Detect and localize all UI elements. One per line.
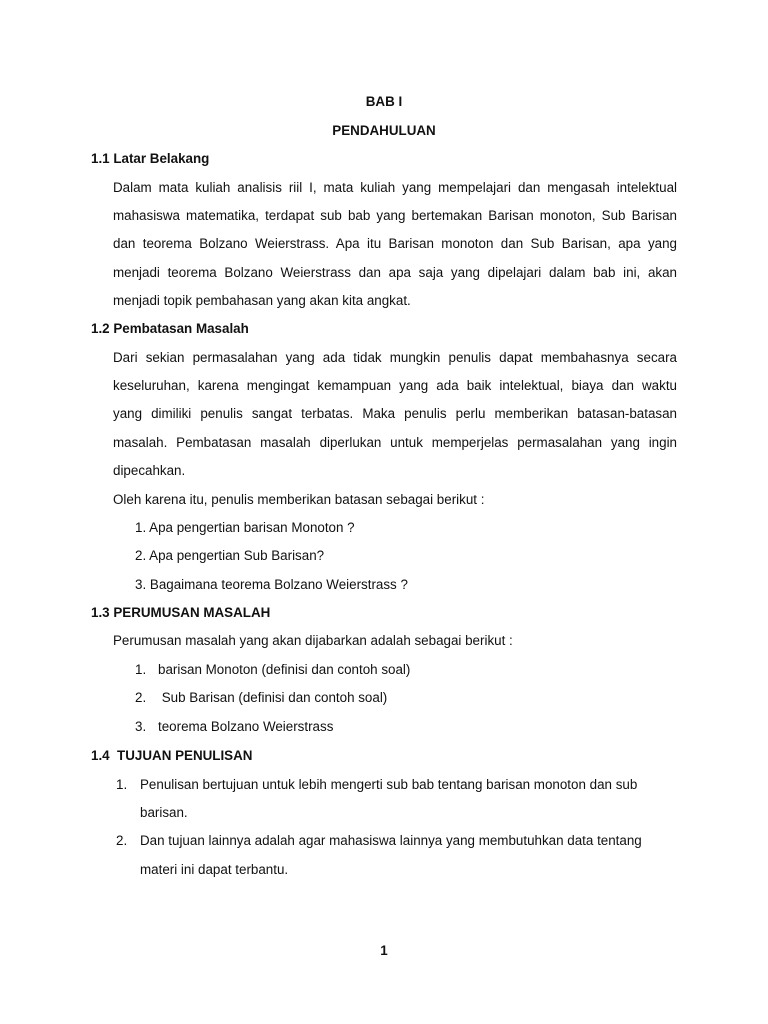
- chapter-number: BAB I: [365, 94, 403, 109]
- paragraph-line: masalah. Pembatasan masalah diperlukan untuk memperjelas permasalahan yang ingin: [113, 435, 677, 450]
- paragraph-line: menjadi topik pembahasan yang akan kita angkat.: [113, 293, 411, 308]
- paragraph-line: Dalam mata kuliah analisis riil I, mata kuliah yang mempelajari dan mengasah intelektual: [113, 180, 677, 195]
- list-item-text: Dan tujuan lainnya adalah agar mahasiswa lainnya yang membutuhkan data tentang: [140, 833, 642, 848]
- section-heading-pembatasan-masalah: 1.2 Pembatasan Masalah: [91, 321, 249, 336]
- section-heading-tujuan-penulisan: 1.4 TUJUAN PENULISAN: [91, 748, 253, 763]
- section-heading-perumusan-masalah: 1.3 PERUMUSAN MASALAH: [91, 605, 271, 620]
- list-item-number: 1.: [116, 777, 128, 792]
- paragraph-line: keseluruhan, karena mengingat kemampuan yang ada baik intelektual, biaya dan waktu: [113, 378, 677, 393]
- list-item-number: 1.: [135, 662, 147, 677]
- paragraph-line: dan teorema Bolzano Weierstrass. Apa itu Barisan monoton dan Sub Barisan, apa yang: [113, 236, 677, 251]
- list-item-text: barisan.: [140, 805, 188, 820]
- paragraph-line: Dari sekian permasalahan yang ada tidak mungkin penulis dapat membahasnya secara: [113, 350, 677, 365]
- chapter-title: PENDAHULUAN: [332, 123, 436, 138]
- list-item-text: Sub Barisan (definisi dan contoh soal): [158, 690, 388, 705]
- list-item: 3. Bagaimana teorema Bolzano Weierstrass ?: [135, 577, 408, 592]
- paragraph-intro: Perumusan masalah yang akan dijabarkan adalah sebagai berikut :: [113, 633, 513, 648]
- paragraph-line: mahasiswa matematika, terdapat sub bab yang bertemakan Barisan monoton, Sub Barisan: [113, 208, 677, 223]
- list-item-number: 3.: [135, 719, 147, 734]
- paragraph-line: dipecahkan.: [113, 463, 186, 478]
- list-item-number: 2.: [135, 690, 147, 705]
- page-number: 1: [380, 943, 388, 958]
- list-item-text: barisan Monoton (definisi dan contoh soal): [158, 662, 411, 677]
- list-item: 2. Apa pengertian Sub Barisan?: [135, 548, 325, 563]
- paragraph-intro: Oleh karena itu, penulis memberikan batasan sebagai berikut :: [113, 492, 485, 507]
- list-item: 1. Apa pengertian barisan Monoton ?: [135, 520, 355, 535]
- list-item-text: teorema Bolzano Weierstrass: [158, 719, 334, 734]
- paragraph-line: menjadi teorema Bolzano Weierstrass dan apa saja yang dipelajari dalam bab ini, akan: [113, 265, 677, 280]
- list-item-text: Penulisan bertujuan untuk lebih mengerti sub bab tentang barisan monoton dan sub: [140, 777, 638, 792]
- paragraph-line: yang dimiliki penulis sangat terbatas. Maka penulis perlu memberikan batasan-batasan: [113, 406, 677, 421]
- list-item-text: materi ini dapat terbantu.: [140, 862, 289, 877]
- list-item-number: 2.: [116, 833, 128, 848]
- section-heading-latar-belakang: 1.1 Latar Belakang: [91, 151, 210, 166]
